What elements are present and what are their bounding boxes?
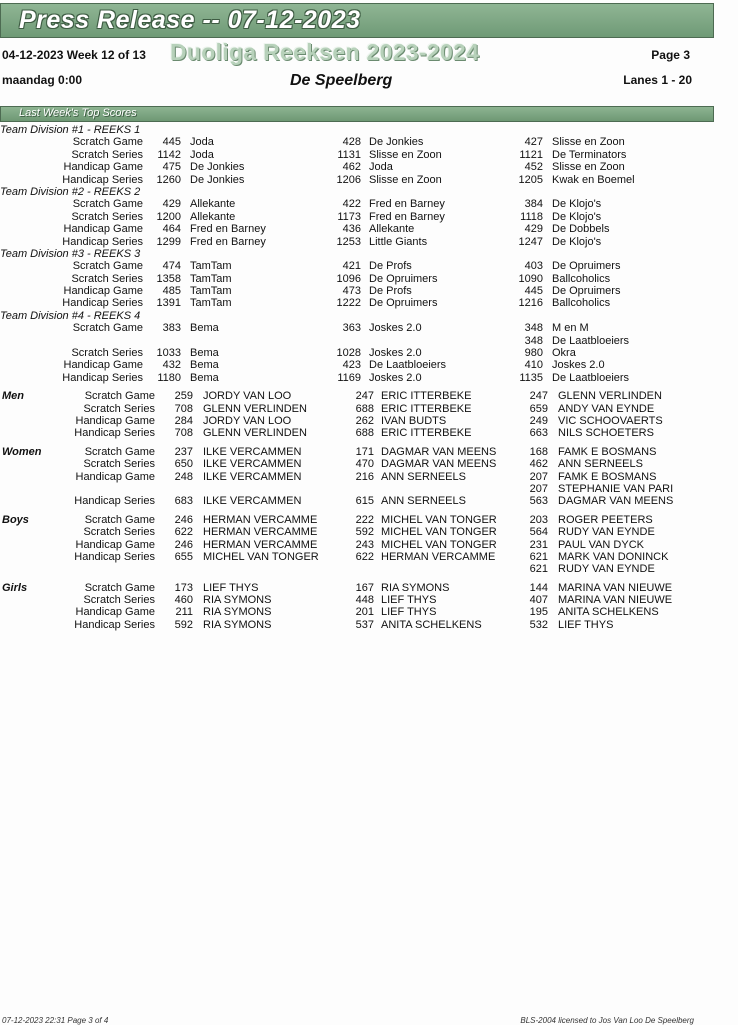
score-type: Handicap Series xyxy=(62,297,143,310)
third-score: 348 xyxy=(524,322,543,335)
third-name: Slisse en Zoon xyxy=(552,161,625,174)
second-name: MICHEL VAN TONGER xyxy=(381,526,497,539)
first-name: MICHEL VAN TONGER xyxy=(203,550,319,563)
first-name: Fred en Barney xyxy=(190,223,266,236)
third-name: ANITA SCHELKENS xyxy=(558,606,659,619)
third-score: 348 xyxy=(524,334,543,347)
first-name: GLENN VERLINDEN xyxy=(203,402,307,415)
score-type: Scratch Series xyxy=(83,594,155,607)
second-score: 201 xyxy=(355,606,374,619)
category-label: Boys xyxy=(2,513,29,526)
first-score: 708 xyxy=(174,402,193,415)
first-name: ILKE VERCAMMEN xyxy=(203,495,302,508)
second-score: 592 xyxy=(355,526,374,539)
second-score: 688 xyxy=(355,427,374,440)
venue-title: De Speelberg xyxy=(290,72,393,89)
third-name: MARINA VAN NIEUWE xyxy=(558,594,673,607)
first-name: Allekante xyxy=(190,198,236,211)
score-row xyxy=(0,260,738,272)
division-title-row xyxy=(0,124,738,136)
score-row xyxy=(0,149,738,161)
third-score: 564 xyxy=(529,526,548,539)
first-name: TamTam xyxy=(190,285,232,298)
score-row xyxy=(0,471,738,483)
first-score: 248 xyxy=(174,470,193,483)
second-score: 1096 xyxy=(336,272,361,285)
first-name: De Jonkies xyxy=(190,161,245,174)
third-score: 144 xyxy=(529,581,548,594)
second-score: 622 xyxy=(355,550,374,563)
second-name: Joda xyxy=(369,161,393,174)
first-name: ILKE VERCAMMEN xyxy=(203,470,302,483)
third-name: STEPHANIE VAN PARI xyxy=(558,482,674,495)
score-row xyxy=(0,359,738,371)
second-name: DAGMAR VAN MEENS xyxy=(381,458,497,471)
second-name: Fred en Barney xyxy=(369,198,445,211)
second-score: 171 xyxy=(355,445,374,458)
second-name: MICHEL VAN TONGER xyxy=(381,513,497,526)
score-type: Scratch Game xyxy=(84,581,155,594)
first-score: 683 xyxy=(174,495,193,508)
third-score: 532 xyxy=(529,618,548,631)
third-name: De Dobbels xyxy=(552,223,610,236)
first-score: 1391 xyxy=(156,297,181,310)
third-name: ANDY VAN EYNDE xyxy=(558,402,655,415)
second-score: 1206 xyxy=(336,173,361,186)
first-name: Joda xyxy=(190,148,214,161)
division-title-row xyxy=(0,186,738,198)
second-name: De Jonkies xyxy=(369,136,424,149)
first-score: 445 xyxy=(162,136,181,149)
banner-title: Press Release -- 07-12-2023 xyxy=(19,6,361,34)
second-name: Little Giants xyxy=(369,235,428,248)
second-name: IVAN BUDTS xyxy=(381,414,447,427)
first-name: RIA SYMONS xyxy=(203,594,272,607)
score-row xyxy=(0,619,738,631)
score-row xyxy=(0,372,738,384)
third-score: 231 xyxy=(529,538,548,551)
score-row xyxy=(0,322,738,334)
second-score: 421 xyxy=(342,260,361,273)
first-score: 650 xyxy=(174,458,193,471)
score-row xyxy=(0,285,738,297)
score-row xyxy=(0,174,738,186)
first-name: GLENN VERLINDEN xyxy=(203,427,307,440)
second-name: ANN SERNEELS xyxy=(381,495,466,508)
second-name: ANITA SCHELKENS xyxy=(381,618,482,631)
second-name: ERIC ITTERBEKE xyxy=(381,402,472,415)
second-score: 470 xyxy=(355,458,374,471)
score-type: Handicap Series xyxy=(62,173,143,186)
division-title: Team Division #3 - REEKS 3 xyxy=(0,247,141,260)
first-score: 485 xyxy=(162,285,181,298)
second-score: 537 xyxy=(355,618,374,631)
first-name: HERMAN VERCAMME xyxy=(203,513,318,526)
score-type: Scratch Game xyxy=(72,322,143,335)
score-row xyxy=(0,483,738,495)
third-score: 207 xyxy=(529,482,548,495)
second-name: Allekante xyxy=(369,223,415,236)
day-time: maandag 0:00 xyxy=(2,73,83,87)
first-score: 246 xyxy=(174,513,193,526)
second-score: 247 xyxy=(355,390,374,403)
second-name: ERIC ITTERBEKE xyxy=(381,390,472,403)
third-score: 563 xyxy=(529,495,548,508)
second-score: 1028 xyxy=(336,347,361,360)
first-score: 211 xyxy=(175,606,193,619)
third-score: 1135 xyxy=(519,371,543,384)
third-name: Okra xyxy=(552,347,576,360)
second-score: 167 xyxy=(355,581,374,594)
third-name: Ballcoholics xyxy=(552,297,611,310)
third-score: 207 xyxy=(529,470,548,483)
second-score: 436 xyxy=(342,223,361,236)
first-score: 1180 xyxy=(157,371,181,384)
score-row xyxy=(0,236,738,248)
score-type: Handicap Series xyxy=(74,550,155,563)
second-score: 1131 xyxy=(337,148,361,161)
score-type: Scratch Series xyxy=(71,272,143,285)
first-score: 474 xyxy=(162,260,181,273)
third-name: FAMK E BOSMANS xyxy=(558,445,657,458)
third-score: 410 xyxy=(524,359,543,372)
score-row xyxy=(0,403,738,415)
first-name: Bema xyxy=(190,371,219,384)
third-name: RUDY VAN EYNDE xyxy=(558,526,655,539)
second-name: De Profs xyxy=(369,260,412,273)
third-name: De Laatbloeiers xyxy=(552,371,630,384)
second-score: 262 xyxy=(355,414,374,427)
third-name: Slisse en Zoon xyxy=(552,136,625,149)
third-name: ANN SERNEELS xyxy=(558,458,643,471)
second-name: Joskes 2.0 xyxy=(369,371,422,384)
second-name: De Opruimers xyxy=(369,272,438,285)
score-row xyxy=(0,347,738,359)
second-name: Slisse en Zoon xyxy=(369,173,442,186)
score-type: Scratch Series xyxy=(71,210,143,223)
second-name: Joskes 2.0 xyxy=(369,347,422,360)
score-row xyxy=(0,390,738,402)
second-score: 448 xyxy=(355,594,374,607)
third-name: Ballcoholics xyxy=(552,272,611,285)
third-name: VIC SCHOOVAERTS xyxy=(558,414,663,427)
first-score: 237 xyxy=(174,445,193,458)
third-name: ROGER PEETERS xyxy=(558,513,653,526)
third-score: 1216 xyxy=(518,297,543,310)
first-score: 1033 xyxy=(156,347,181,360)
third-name: De Opruimers xyxy=(552,285,621,298)
score-type: Handicap Game xyxy=(63,223,143,236)
third-score: 1121 xyxy=(519,148,543,161)
score-type: Handicap Game xyxy=(75,470,155,483)
second-name: De Profs xyxy=(369,285,412,298)
score-row xyxy=(0,563,738,575)
third-name: De Laatbloeiers xyxy=(552,334,630,347)
third-score: 403 xyxy=(524,260,543,273)
third-name: Joskes 2.0 xyxy=(552,359,605,372)
score-row xyxy=(0,273,738,285)
score-type: Handicap Series xyxy=(74,618,155,631)
first-score: 429 xyxy=(162,198,181,211)
first-score: 383 xyxy=(162,322,181,335)
score-row xyxy=(0,427,738,439)
score-type: Handicap Game xyxy=(63,359,143,372)
second-score: 428 xyxy=(342,136,361,149)
first-name: RIA SYMONS xyxy=(203,606,272,619)
third-name: De Klojo's xyxy=(552,235,602,248)
division-title: Team Division #4 - REEKS 4 xyxy=(0,309,141,322)
score-row xyxy=(0,551,738,563)
first-score: 1200 xyxy=(156,210,181,223)
third-score: 195 xyxy=(529,606,548,619)
third-score: 249 xyxy=(529,414,548,427)
first-score: 1260 xyxy=(156,173,181,186)
third-score: 462 xyxy=(529,458,548,471)
second-name: ERIC ITTERBEKE xyxy=(381,427,472,440)
score-row xyxy=(0,446,738,458)
third-name: De Terminators xyxy=(552,148,627,161)
second-name: Fred en Barney xyxy=(369,210,445,223)
division-title: Team Division #1 - REEKS 1 xyxy=(0,124,141,136)
score-type: Scratch Series xyxy=(71,148,143,161)
score-row xyxy=(0,495,738,507)
first-score: 284 xyxy=(174,414,193,427)
category-label: Women xyxy=(2,445,42,458)
third-score: 384 xyxy=(524,198,543,211)
second-score: 423 xyxy=(342,359,361,372)
score-type: Handicap Series xyxy=(74,427,155,440)
second-score: 1173 xyxy=(337,210,361,223)
third-score: 1247 xyxy=(518,235,543,248)
third-score: 407 xyxy=(529,594,548,607)
section-title: Last Week's Top Scores xyxy=(19,107,137,119)
score-type: Scratch Series xyxy=(83,526,155,539)
first-name: Allekante xyxy=(190,210,236,223)
score-row xyxy=(0,335,738,347)
second-score: 1169 xyxy=(337,371,361,384)
score-row xyxy=(0,211,738,223)
footer-left: 07-12-2023 22:31 Page 3 of 4 xyxy=(2,1016,109,1025)
press-release-banner xyxy=(0,3,714,38)
first-name: TamTam xyxy=(190,272,232,285)
first-name: HERMAN VERCAMME xyxy=(203,526,318,539)
first-name: LIEF THYS xyxy=(203,581,259,594)
third-score: 427 xyxy=(524,136,543,149)
score-row xyxy=(0,297,738,309)
first-score: 246 xyxy=(174,538,193,551)
second-name: ANN SERNEELS xyxy=(381,470,466,483)
first-score: 1299 xyxy=(156,235,181,248)
second-name: LIEF THYS xyxy=(381,594,437,607)
score-row xyxy=(0,415,738,427)
lanes-range: Lanes 1 - 20 xyxy=(623,73,692,87)
score-row xyxy=(0,514,738,526)
third-score: 621 xyxy=(529,550,548,563)
third-score: 621 xyxy=(529,563,548,576)
first-name: ILKE VERCAMMEN xyxy=(203,445,302,458)
first-score: 173 xyxy=(174,581,193,594)
first-name: RIA SYMONS xyxy=(203,618,272,631)
first-score: 432 xyxy=(162,359,181,372)
second-name: Slisse en Zoon xyxy=(369,148,442,161)
third-name: GLENN VERLINDEN xyxy=(558,390,662,403)
second-name: De Opruimers xyxy=(369,297,438,310)
score-type: Handicap Game xyxy=(63,161,143,174)
second-name: HERMAN VERCAMME xyxy=(381,550,496,563)
score-row xyxy=(0,526,738,538)
score-row xyxy=(0,161,738,173)
first-name: TamTam xyxy=(190,297,232,310)
third-score: 247 xyxy=(529,390,548,403)
score-type: Handicap Series xyxy=(62,235,143,248)
third-score: 445 xyxy=(524,285,543,298)
score-type: Handicap Series xyxy=(62,371,143,384)
third-name: DAGMAR VAN MEENS xyxy=(558,495,674,508)
third-name: M en M xyxy=(552,322,589,335)
third-score: 1090 xyxy=(518,272,543,285)
score-type: Handicap Game xyxy=(75,606,155,619)
third-score: 452 xyxy=(524,161,543,174)
third-name: LIEF THYS xyxy=(558,618,614,631)
score-row xyxy=(0,223,738,235)
score-type: Scratch Game xyxy=(84,390,155,403)
third-score: 659 xyxy=(529,402,548,415)
third-name: De Klojo's xyxy=(552,210,602,223)
first-score: 1358 xyxy=(156,272,181,285)
first-name: Bema xyxy=(190,347,219,360)
third-name: PAUL VAN DYCK xyxy=(558,538,644,551)
first-score: 259 xyxy=(174,390,193,403)
second-score: 688 xyxy=(355,402,374,415)
division-title-row xyxy=(0,310,738,322)
first-name: ILKE VERCAMMEN xyxy=(203,458,302,471)
second-score: 1222 xyxy=(336,297,361,310)
section-bar xyxy=(0,106,714,122)
first-name: Bema xyxy=(190,359,219,372)
page-number: Page 3 xyxy=(651,48,690,62)
first-score: 622 xyxy=(174,526,193,539)
score-type: Handicap Game xyxy=(63,285,143,298)
score-type: Handicap Series xyxy=(74,495,155,508)
category-label: Girls xyxy=(2,581,28,594)
first-score: 655 xyxy=(174,550,193,563)
division-title-row xyxy=(0,248,738,260)
third-name: De Klojo's xyxy=(552,198,602,211)
second-score: 615 xyxy=(355,495,374,508)
first-score: 592 xyxy=(174,618,193,631)
third-score: 203 xyxy=(529,513,548,526)
third-name: MARINA VAN NIEUWE xyxy=(558,581,673,594)
third-score: 980 xyxy=(524,347,543,360)
category-label: Men xyxy=(2,390,24,403)
score-row xyxy=(0,582,738,594)
second-name: DAGMAR VAN MEENS xyxy=(381,445,497,458)
third-score: 168 xyxy=(529,445,548,458)
third-score: 1205 xyxy=(518,173,543,186)
score-type: Scratch Game xyxy=(72,260,143,273)
score-row xyxy=(0,594,738,606)
third-score: 663 xyxy=(529,427,548,440)
footer-right: BLS-2004 licensed to Jos Van Loo De Speelberg xyxy=(520,1016,694,1025)
second-score: 243 xyxy=(355,538,374,551)
third-score: 429 xyxy=(524,223,543,236)
first-name: HERMAN VERCAMME xyxy=(203,538,318,551)
first-name: Fred en Barney xyxy=(190,235,266,248)
first-name: JORDY VAN LOO xyxy=(203,414,292,427)
second-score: 363 xyxy=(342,322,361,335)
second-score: 473 xyxy=(342,285,361,298)
first-name: JORDY VAN LOO xyxy=(203,390,292,403)
score-row xyxy=(0,458,738,470)
first-score: 475 xyxy=(162,161,181,174)
score-type: Scratch Series xyxy=(83,402,155,415)
second-score: 462 xyxy=(342,161,361,174)
score-type: Scratch Game xyxy=(72,198,143,211)
second-name: De Laatbloeiers xyxy=(369,359,447,372)
second-name: Joskes 2.0 xyxy=(369,322,422,335)
third-name: NILS SCHOETERS xyxy=(558,427,654,440)
second-name: MICHEL VAN TONGER xyxy=(381,538,497,551)
third-name: Kwak en Boemel xyxy=(552,173,635,186)
score-type: Scratch Game xyxy=(84,513,155,526)
score-row xyxy=(0,606,738,618)
score-type: Scratch Series xyxy=(71,347,143,360)
score-type: Handicap Game xyxy=(75,538,155,551)
third-name: MARK VAN DONINCK xyxy=(558,550,669,563)
second-name: LIEF THYS xyxy=(381,606,437,619)
first-name: Bema xyxy=(190,322,219,335)
first-score: 460 xyxy=(174,594,193,607)
second-score: 216 xyxy=(355,470,374,483)
score-type: Scratch Game xyxy=(72,136,143,149)
score-type: Handicap Game xyxy=(75,414,155,427)
third-name: De Opruimers xyxy=(552,260,621,273)
score-type: Scratch Game xyxy=(84,445,155,458)
first-score: 708 xyxy=(174,427,193,440)
second-score: 222 xyxy=(355,513,374,526)
score-row xyxy=(0,198,738,210)
second-score: 422 xyxy=(342,198,361,211)
first-name: TamTam xyxy=(190,260,232,273)
third-score: 1118 xyxy=(520,210,543,223)
third-name: RUDY VAN EYNDE xyxy=(558,563,655,576)
first-name: Joda xyxy=(190,136,214,149)
league-title: Duoliga Reeksen 2023-2024 xyxy=(170,39,480,65)
first-name: De Jonkies xyxy=(190,173,245,186)
third-name: FAMK E BOSMANS xyxy=(558,470,657,483)
first-score: 464 xyxy=(162,223,181,236)
first-score: 1142 xyxy=(157,148,181,161)
division-title: Team Division #2 - REEKS 2 xyxy=(0,185,141,198)
date-week: 04-12-2023 Week 12 of 13 xyxy=(2,48,146,62)
top-scores-table xyxy=(0,124,738,631)
second-score: 1253 xyxy=(336,235,361,248)
second-name: RIA SYMONS xyxy=(381,581,450,594)
score-row xyxy=(0,136,738,148)
score-type: Scratch Series xyxy=(83,458,155,471)
score-row xyxy=(0,539,738,551)
